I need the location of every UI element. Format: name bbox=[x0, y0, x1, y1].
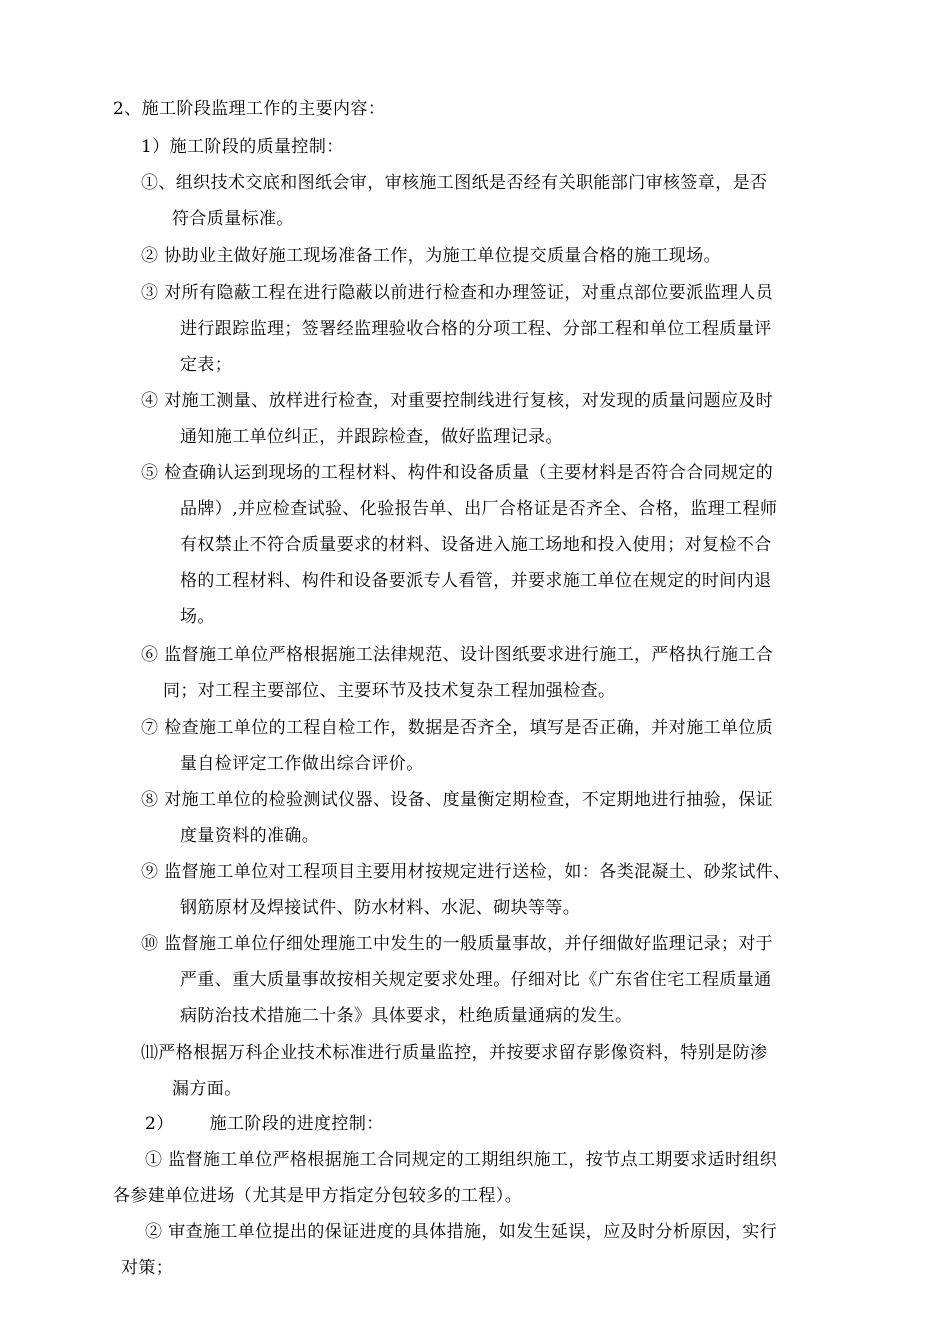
item-marker: ⑦ bbox=[141, 718, 159, 738]
quality-item-11-line-1 bbox=[141, 1041, 767, 1065]
quality-item-10-line-2: 严重、重大质量事故按相关规定要求处理。仔细对比《广东省住宅工程质量通 bbox=[180, 970, 772, 990]
quality-item-10-line-1 bbox=[141, 932, 773, 956]
item-text: 对施工测量、放样进行检查，对重要控制线进行复核，对发现的质量问题应及时 bbox=[158, 391, 774, 411]
progress-control-heading bbox=[145, 1112, 384, 1136]
quality-item-6-line-2: 同；对工程主要部位、主要环节及技术复杂工程加强检查。 bbox=[163, 681, 616, 701]
item-marker: ④ bbox=[141, 391, 159, 411]
item-marker: ② bbox=[141, 246, 159, 266]
quality-item-4-line-1 bbox=[141, 389, 773, 413]
progress-item-1-line-2: 各参建单位进场（尤其是甲方指定分包较多的工程）。 bbox=[113, 1186, 523, 1206]
quality-item-5-line-2: 品牌）,并应检查试验、化验报告单、出厂合格证是否齐全、合格，监理工程师 bbox=[180, 499, 778, 519]
progress-heading-text: 施工阶段的进度控制： bbox=[209, 1114, 384, 1134]
item-text: 监督施工单位严格根据施工合同规定的工期组织施工，按节点工期要求适时组织 bbox=[162, 1150, 778, 1170]
item-text: 对所有隐蔽工程在进行隐蔽以前进行检查和办理签证，对重点部位要派监理人员 bbox=[158, 283, 774, 303]
item-marker: ⑤ bbox=[141, 463, 159, 483]
quality-item-2-line-1 bbox=[141, 244, 721, 268]
quality-control-heading: 1）施工阶段的质量控制： bbox=[141, 137, 344, 157]
item-marker: ③ bbox=[141, 283, 159, 303]
item-marker: ⑩ bbox=[141, 934, 159, 954]
quality-item-1-line-1 bbox=[141, 171, 767, 195]
section-heading: 2、施工阶段监理工作的主要内容： bbox=[113, 99, 386, 119]
quality-item-9-line-1 bbox=[141, 860, 791, 884]
quality-item-3-line-3: 定表； bbox=[180, 355, 233, 375]
quality-item-8-line-1 bbox=[141, 788, 773, 812]
item-text: 对施工单位的检验测试仪器、设备、度量衡定期检查，不定期地进行抽验，保证 bbox=[158, 790, 774, 810]
quality-item-5-line-3: 有权禁止不符合质量要求的材料、设备进入施工场地和投入使用；对复检不合 bbox=[180, 535, 772, 555]
item-text: 协助业主做好施工现场准备工作，为施工单位提交质量合格的施工现场。 bbox=[158, 246, 722, 266]
item-marker: ⑨ bbox=[141, 862, 159, 882]
item-marker: ⑾ bbox=[141, 1043, 159, 1063]
quality-item-10-line-3: 病防治技术措施二十条》具体要求，杜绝质量通病的发生。 bbox=[180, 1006, 633, 1026]
quality-item-11-line-2: 漏方面。 bbox=[172, 1079, 242, 1099]
quality-item-1-line-2: 符合质量标准。 bbox=[172, 209, 294, 229]
quality-item-3-line-1 bbox=[141, 281, 773, 305]
quality-item-9-line-2: 钢筋原材及焊接试件、防水材料、水泥、砌块等等。 bbox=[180, 898, 581, 918]
progress-item-2-line-1 bbox=[145, 1220, 777, 1244]
quality-item-5-line-1 bbox=[141, 461, 773, 485]
item-text: 、组织技术交底和图纸会审，审核施工图纸是否经有关职能部门审核签章，是否 bbox=[158, 173, 768, 193]
quality-item-3-line-2: 进行跟踪监理；签署经监理验收合格的分项工程、分部工程和单位工程质量评 bbox=[180, 319, 772, 339]
item-text: 监督施工单位仔细处理施工中发生的一般质量事故，并仔细做好监理记录；对于 bbox=[158, 934, 774, 954]
quality-item-7-line-1 bbox=[141, 716, 773, 740]
progress-item-1-line-1 bbox=[145, 1148, 777, 1172]
progress-heading-number: 2） bbox=[145, 1114, 174, 1134]
item-marker: ② bbox=[145, 1222, 163, 1242]
item-marker: ① bbox=[141, 173, 159, 193]
quality-item-7-line-2: 量自检评定工作做出综合评价。 bbox=[180, 754, 424, 774]
quality-item-4-line-2: 通知施工单位纠正，并跟踪检查，做好监理记录。 bbox=[180, 427, 563, 447]
item-text: 监督施工单位严格根据施工法律规范、设计图纸要求进行施工，严格执行施工合 bbox=[158, 645, 774, 665]
item-text: 严格根据万科企业技术标准进行质量监控，并按要求留存影像资料，特别是防渗 bbox=[158, 1043, 768, 1063]
progress-item-2-line-2: 对策； bbox=[121, 1258, 174, 1278]
quality-item-6-line-1 bbox=[141, 643, 773, 667]
quality-item-5-line-5: 场。 bbox=[180, 607, 215, 627]
quality-item-5-line-4: 格的工程材料、构件和设备要派专人看管，并要求施工单位在规定的时间内退 bbox=[180, 571, 772, 591]
item-marker: ⑥ bbox=[141, 645, 159, 665]
item-text: 检查确认运到现场的工程材料、构件和设备质量（主要材料是否符合合同规定的 bbox=[158, 463, 774, 483]
item-text: 监督施工单位对工程项目主要用材按规定进行送检，如：各类混凝土、砂浆试件、 bbox=[158, 862, 791, 882]
quality-item-8-line-2: 度量资料的准确。 bbox=[180, 826, 320, 846]
item-marker: ① bbox=[145, 1150, 163, 1170]
item-text: 审查施工单位提出的保证进度的具体措施，如发生延误，应及时分析原因，实行 bbox=[162, 1222, 778, 1242]
item-marker: ⑧ bbox=[141, 790, 159, 810]
item-text: 检查施工单位的工程自检工作，数据是否齐全，填写是否正确，并对施工单位质 bbox=[158, 718, 774, 738]
